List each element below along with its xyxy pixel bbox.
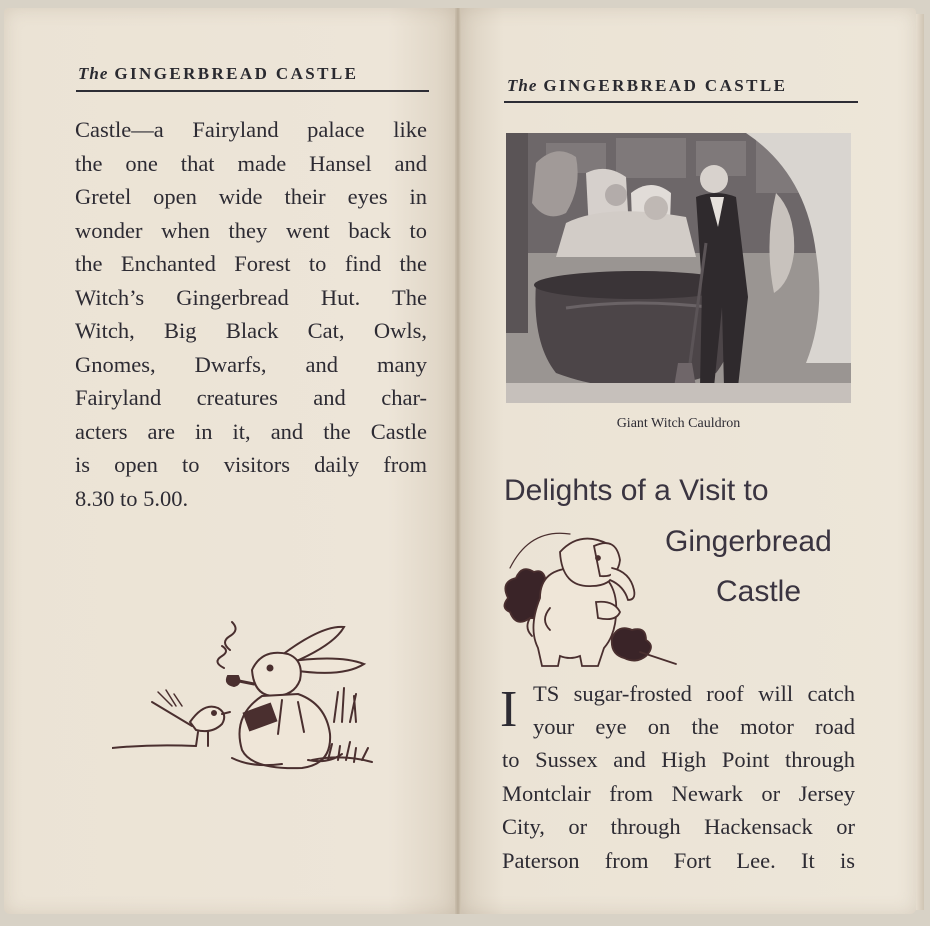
text-line: Paterson from Fort Lee. It is: [502, 847, 855, 873]
text-line: the Enchanted Forest to find the: [75, 251, 427, 276]
section-heading-line3: Castle: [716, 575, 802, 608]
text-line: Gnomes, Dwarfs, and many: [75, 351, 427, 377]
text-line: Castle—a Fairyland palace like: [75, 117, 427, 142]
text-line: the one that made Hansel and: [75, 150, 427, 176]
left-running-head: [78, 64, 358, 84]
right-second-line-block: [533, 710, 855, 744]
running-head-title: GINGERBREAD CASTLE: [543, 76, 788, 95]
running-head-the: The: [78, 64, 109, 83]
cauldron-photograph: [506, 133, 851, 403]
page-edge: [916, 14, 924, 910]
text-line: your eye on the motor road: [533, 714, 855, 739]
text-line: acters are in it, and the Castle: [75, 418, 427, 444]
book-gutter: [455, 8, 461, 914]
text-line: City, or through Hackensack or: [502, 814, 855, 839]
text-line: is open to visitors daily from: [75, 452, 427, 477]
right-body-text: [502, 743, 855, 877]
text-line: 8.30 to 5.00.: [75, 485, 189, 511]
text-line: Montclair from Newark or Jersey: [502, 780, 855, 806]
running-head-title: GINGERBREAD CASTLE: [114, 64, 359, 83]
left-head-rule: [76, 90, 429, 92]
text-line: Witch’s Gingerbread Hut. The: [75, 284, 427, 310]
drop-cap: I: [500, 681, 518, 738]
text-line: Fairyland creatures and char-: [75, 385, 427, 410]
text-line: Gretel open wide their eyes in: [75, 184, 427, 209]
right-head-rule: [504, 101, 858, 103]
section-heading-line2: Gingerbread: [665, 525, 832, 558]
text-line: to Sussex and High Point through: [502, 747, 855, 772]
text-line: Witch, Big Black Cat, Owls,: [75, 318, 427, 343]
section-heading-line1: Delights of a Visit to: [504, 474, 769, 507]
running-head-the: The: [507, 76, 538, 95]
text-line: wonder when they went back to: [75, 217, 427, 243]
left-body-text: [75, 113, 427, 515]
rabbit-and-bird-illustration: [112, 610, 377, 775]
right-first-line: [533, 677, 855, 711]
elephant-illustration: [500, 528, 680, 673]
text-line: TS sugar-frosted roof will catch: [533, 681, 855, 706]
photo-caption: Giant Witch Cauldron: [616, 416, 741, 431]
right-running-head: [507, 76, 787, 96]
cauldron-photo-image: [506, 133, 851, 403]
